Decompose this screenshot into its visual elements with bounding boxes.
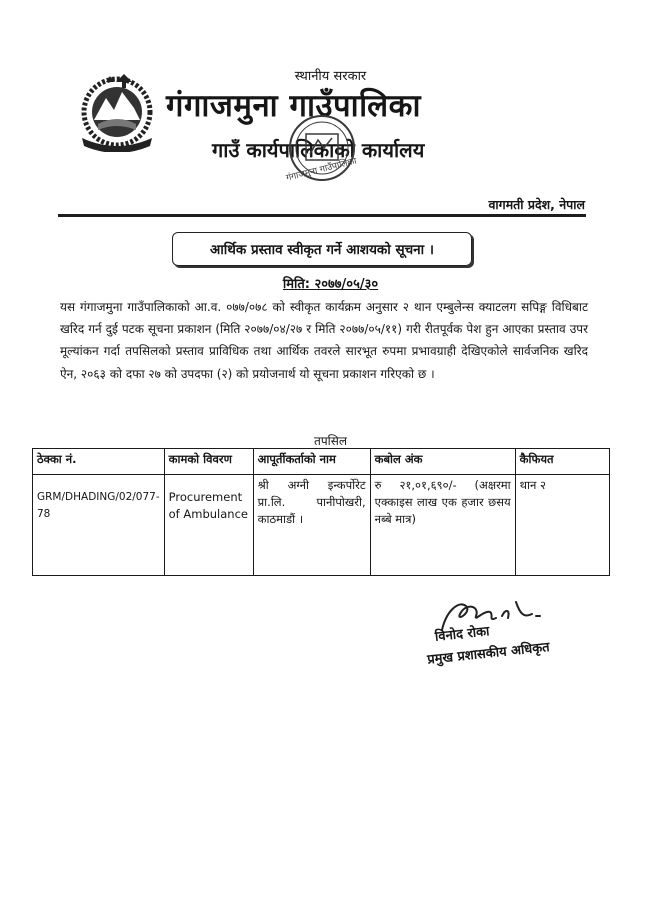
signatory-name: विनोद रोका: [434, 624, 491, 645]
cell-contract-no: GRM/DHADING/02/077-78: [33, 475, 165, 576]
col-header-remarks: कैफियत: [515, 449, 609, 475]
col-header-contract-no: ठेक्का नं.: [33, 449, 165, 475]
notice-subject: आर्थिक प्रस्ताव स्वीकृत गर्ने आशयको सूचना ।: [172, 232, 472, 266]
col-header-supplier: आपूर्तीकर्ताको नाम: [253, 449, 370, 475]
table-caption: तपसिल: [313, 434, 347, 448]
cell-remarks: थान २: [515, 475, 609, 576]
notice-date: मिति: २०७७/०५/३०: [282, 277, 379, 292]
cell-description: Procurement of Ambulance: [164, 475, 253, 576]
header-divider: [58, 214, 586, 217]
svg-text:गंगाजमुना गाउँपालिका: गंगाजमुना गाउँपालिका: [285, 156, 358, 184]
col-header-bid-amount: कबोल अंक: [370, 449, 515, 475]
notice-body: यस गंगाजमुना गाउँपालिकाको आ.व. ०७७/०७८ को स्वीकृत कार्यक्रम अनुसार २ थान एम्बुलेन्स क्याटलग सपिङ्ग विधिबाट खरिद गर्न दुई पटक सूचना प्रकाशन (मिति २०७७/०४/२७ र मिति २०७७/०५/११) गरी रीतपूर्वक पेश हुन आएका प्रस्ताव उपर मूल्यांकन गर्दा तपसिलको प्रस्ताव प्राविधिक तथा आर्थिक तवरले सारभूत रुपमा प्रभावग्राही देखिएकोले सार्वजनिक खरिद ऐन, २०६३ को दफा २७ को उपदफा (२) को प्रयोजनार्थ यो सूचना प्रकाशन गरिएको छ ।: [60, 300, 588, 381]
municipality-title: गंगाजमुना गाउँपालिका: [166, 88, 421, 124]
office-stamp-icon: [262, 110, 380, 190]
cell-bid-amount: रु २१,०१,६९०/- (अक्षरमा एक्काइस लाख एक हजार छसय नब्बे मात्र): [370, 475, 515, 576]
province-line: वागमती प्रदेश, नेपाल: [488, 197, 585, 212]
col-header-description: कामको विवरण: [164, 449, 253, 475]
office-name: गाउँ कार्यपालिकाको कार्यालय: [212, 138, 425, 162]
signatory-designation: प्रमुख प्रशासकीय अधिकृत: [426, 640, 551, 668]
cell-supplier: श्री अग्नी इन्कर्पोरेट प्रा.लि. पानीपोखरी, काठमाडौं ।: [253, 475, 370, 576]
table-row: [33, 475, 610, 576]
table-header-row: [33, 449, 610, 475]
header-top-line: स्थानीय सरकार: [294, 69, 367, 84]
details-table: [32, 448, 610, 576]
